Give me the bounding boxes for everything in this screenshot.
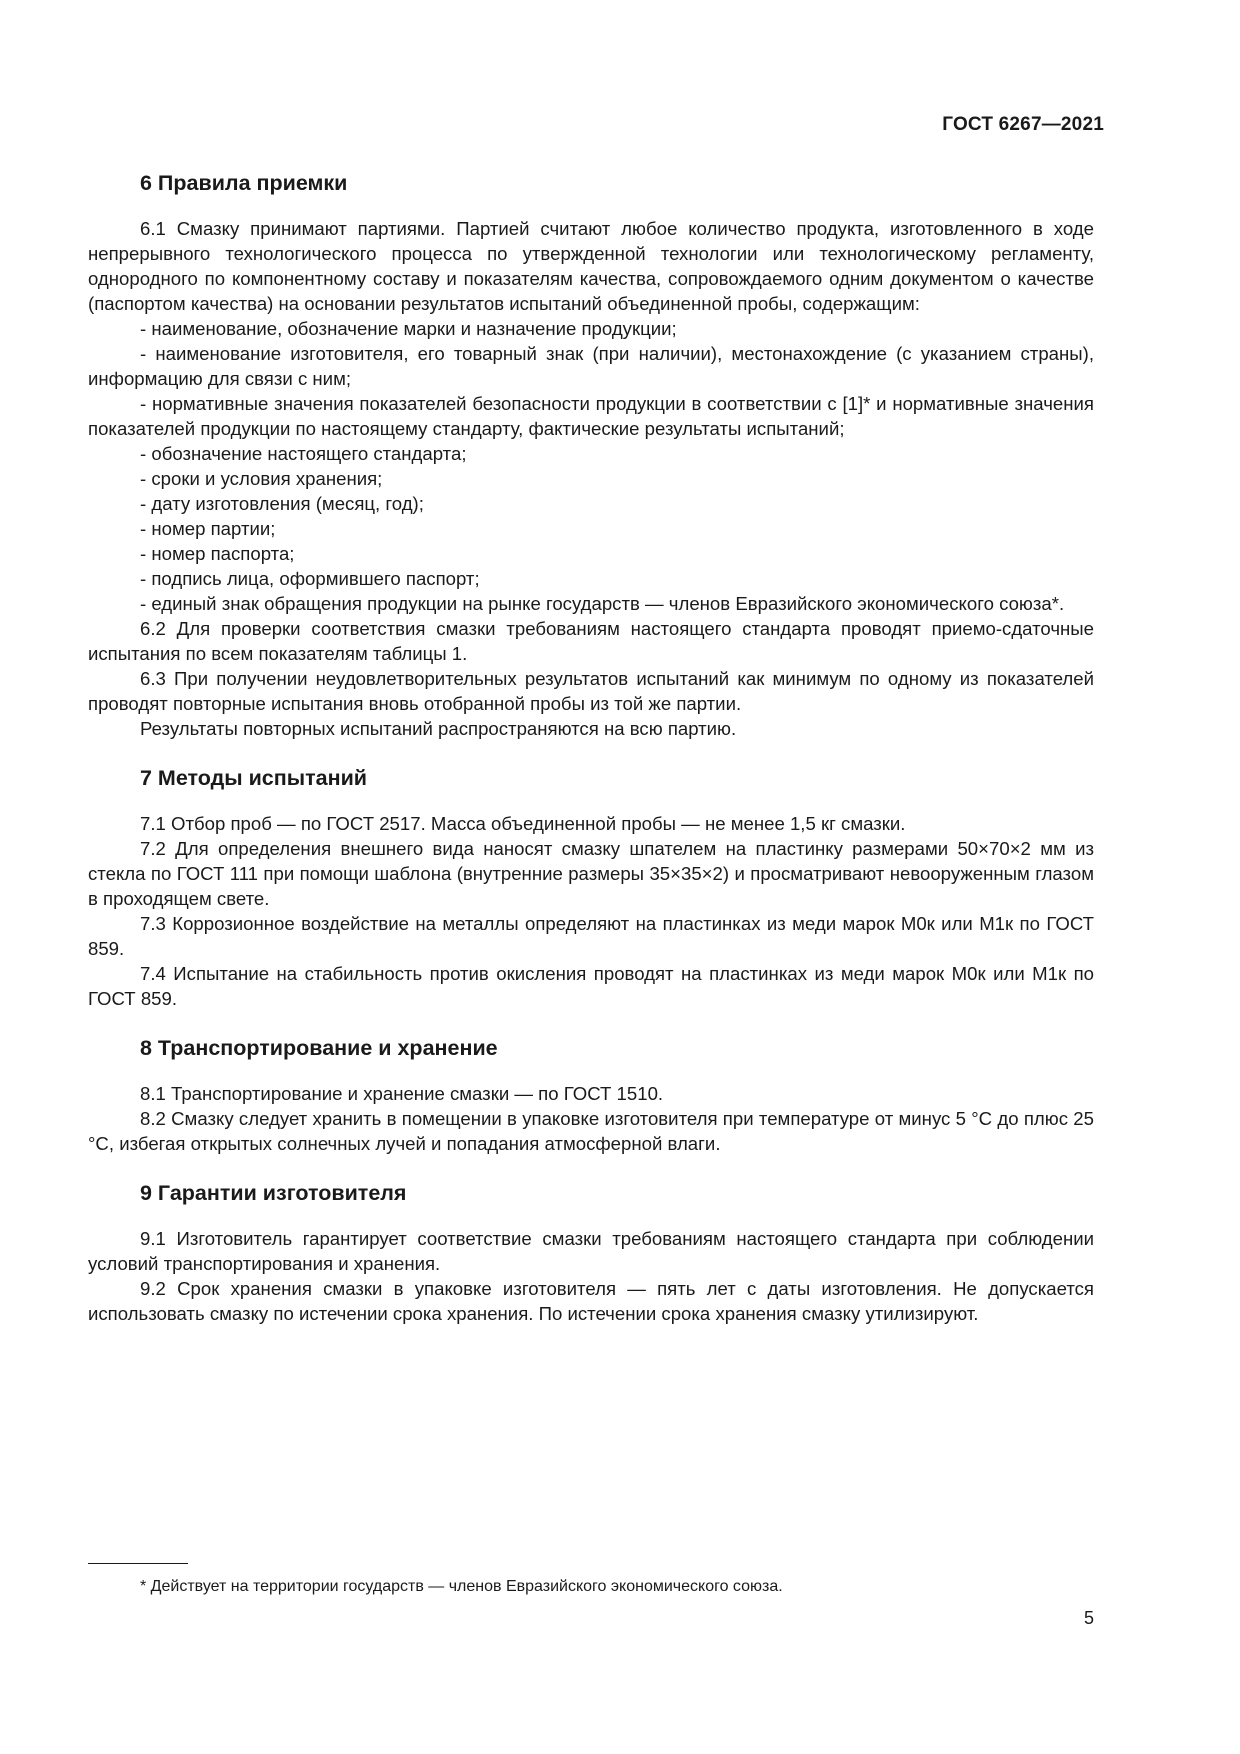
list-item: - номер партии; (140, 518, 276, 539)
page-number: 5 (1083, 1608, 1094, 1628)
section-6-title: 6 Правила приемки (140, 171, 348, 195)
paragraph-7-3: 7.3 Коррозионное воздействие на металлы определяют на пластинках из меди марок М0к или М1к по ГОСТ 859. (88, 913, 1094, 959)
paragraph-8-2: 8.2 Смазку следует хранить в помещении в упаковке изготовителя при температуре от минус 5 °С до плюс 25 °С, избегая открытых солнечных лучей и попадания атмосферной влаги. (88, 1108, 1094, 1154)
list-item: - нормативные значения показателей безопасности продукции в соответствии с [1]* и нормативные значения показателей продукции по настоящему стандарту, фактические результаты испытаний; (88, 393, 1094, 439)
footnote: * Действует на территории государств — членов Евразийского экономического союза. (140, 1578, 783, 1595)
list-item: - единый знак обращения продукции на рынке государств — членов Евразийского экономического союза*. (140, 593, 1065, 614)
list-item: - сроки и условия хранения; (140, 468, 383, 489)
paragraph-6-2: 6.2 Для проверки соответствия смазки требованиям настоящего стандарта проводят приемо-сдаточные испытания по всем показателям таблицы 1. (88, 618, 1094, 664)
list-item: - номер паспорта; (140, 543, 295, 564)
footnote-divider (88, 1563, 188, 1564)
list-item: - дату изготовления (месяц, год); (140, 493, 424, 514)
section-9-title: 9 Гарантии изготовителя (140, 1181, 407, 1205)
paragraph-9-2: 9.2 Срок хранения смазки в упаковке изготовителя — пять лет с даты изготовления. Не допускается использовать смазку по истечении срока хранения. По истечении срока хранения смазку утилизируют. (88, 1278, 1094, 1324)
list-item: - подпись лица, оформившего паспорт; (140, 568, 480, 589)
page-content (88, 168, 1094, 1326)
list-item: - обозначение настоящего стандарта; (140, 443, 467, 464)
paragraph-7-2: 7.2 Для определения внешнего вида наносят смазку шпателем на пластинку размерами 50×70×2 мм из стекла по ГОСТ 111 при помощи шаблона (внутренние размеры 35×35×2) и просматривают невооруженным глазом в проходящем свете. (88, 838, 1094, 909)
paragraph-7-1: 7.1 Отбор проб — по ГОСТ 2517. Масса объединенной пробы — не менее 1,5 кг смазки. (140, 813, 906, 834)
section-8-title: 8 Транспортирование и хранение (140, 1036, 498, 1060)
paragraph-6-1: 6.1 Смазку принимают партиями. Партией считают любое количество продукта, изготовленного в ходе непрерывного технологического процесса по утвержденной технологии или технологическому регламенту, однородного по компонентному составу и показателям качества, сопровождаемого одним документом о качестве (паспортом качества) на основании результатов испытаний объединенной пробы, содержащим: (88, 218, 1094, 314)
paragraph-8-1: 8.1 Транспортирование и хранение смазки — по ГОСТ 1510. (140, 1083, 664, 1104)
paragraph-9-1: 9.1 Изготовитель гарантирует соответствие смазки требованиям настоящего стандарта при соблюдении условий транспортирования и хранения. (88, 1228, 1094, 1274)
list-item: - наименование, обозначение марки и назначение продукции; (140, 318, 677, 339)
list-item: - наименование изготовителя, его товарный знак (при наличии), местонахождение (с указанием страны), информацию для связи с ним; (88, 343, 1094, 389)
section-7-title: 7 Методы испытаний (140, 766, 368, 790)
paragraph-6-3-note: Результаты повторных испытаний распространяются на всю партию. (140, 718, 737, 739)
paragraph-7-4: 7.4 Испытание на стабильность против окисления проводят на пластинках из меди марок М0к или М1к по ГОСТ 859. (88, 963, 1094, 1009)
document-code: ГОСТ 6267—2021 (942, 114, 1104, 135)
paragraph-6-3: 6.3 При получении неудовлетворительных результатов испытаний как минимум по одному из показателей проводят повторные испытания вновь отобранной пробы из той же партии. (88, 668, 1094, 714)
